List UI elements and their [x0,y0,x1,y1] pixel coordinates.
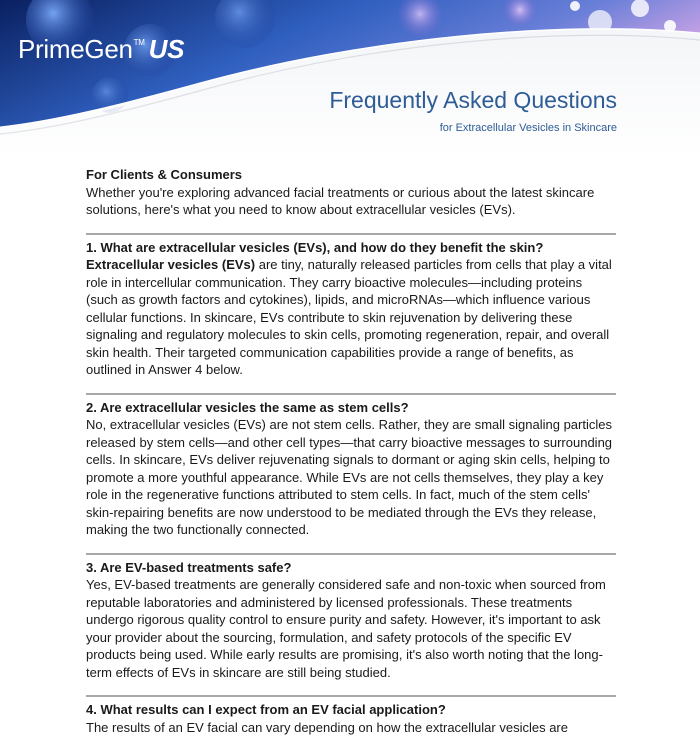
faq-item-1 [86,233,616,379]
logo-trademark: TM [134,38,145,47]
faq-question: 4. What results can I expect from an EV facial application? [86,701,616,719]
faq-content [86,166,616,736]
intro-text: Whether you're exploring advanced facial treatments or curious about the latest skincare solutions, here's what you need to know about extracellular vesicles (EVs). [86,184,616,219]
section-divider [86,553,616,555]
faq-item-4 [86,695,616,736]
page-subtitle: for Extracellular Vesicles in Skincare [440,122,617,134]
logo-name: PrimeGen [18,34,133,65]
faq-question: 1. What are extracellular vesicles (EVs), and how do they benefit the skin? [86,239,616,257]
primegen-logo [18,34,184,65]
faq-answer-text: are tiny, naturally released particles from cells that play a vital role in intercellular communication. They carry bioactive molecules—including proteins (such as growth factors and cytokines), lipids, and microRNAs—which influence various cellular functions. In skincare, EVs contribute to skin rejuvenation by delivering these signaling and regulatory molecules to skin cells, promoting regeneration, repair, and overall skin health. Their targeted communication capabilities provide a range of benefits, as outlined in Answer 4 below. [86,257,612,377]
section-divider [86,393,616,395]
faq-question: 2. Are extracellular vesicles the same as stem cells? [86,399,616,417]
faq-answer-lead: Extracellular vesicles (EVs) [86,257,255,272]
faq-item-3 [86,553,616,682]
faq-question: 3. Are EV-based treatments safe? [86,559,616,577]
faq-item-2 [86,393,616,539]
header-background-graphic [0,0,700,160]
faq-answer: The results of an EV facial can vary depending on how the extracellular vesicles are [86,719,616,736]
section-divider [86,233,616,235]
page-title: Frequently Asked Questions [329,87,617,114]
faq-answer [86,256,616,379]
header-banner [0,0,700,160]
logo-region: US [149,34,185,65]
intro-heading: For Clients & Consumers [86,166,616,184]
faq-answer: No, extracellular vesicles (EVs) are not stem cells. Rather, they are small signaling particles released by stem cells—and other cell types—that carry bioactive messages to surrounding cells. In skincare, EVs deliver rejuvenating signals to dormant or aging skin cells, helping to promote a more youthful appearance. While EVs are not cells themselves, they play a key role in the regenerative functions attributed to stem cells. In fact, much of the stem cells' skin-repairing benefits are now understood to be mediated through the EVs they release, making the two functionally connected. [86,416,616,539]
faq-answer: Yes, EV-based treatments are generally considered safe and non-toxic when sourced from reputable laboratories and administered by licensed professionals. These treatments undergo rigorous quality control to ensure purity and safety. However, it's important to ask your provider about the sourcing, formulation, and safety protocols of the specific EV products being used. While early results are promising, it's also worth noting that the long-term effects of EVs in skincare are still being studied. [86,576,616,681]
